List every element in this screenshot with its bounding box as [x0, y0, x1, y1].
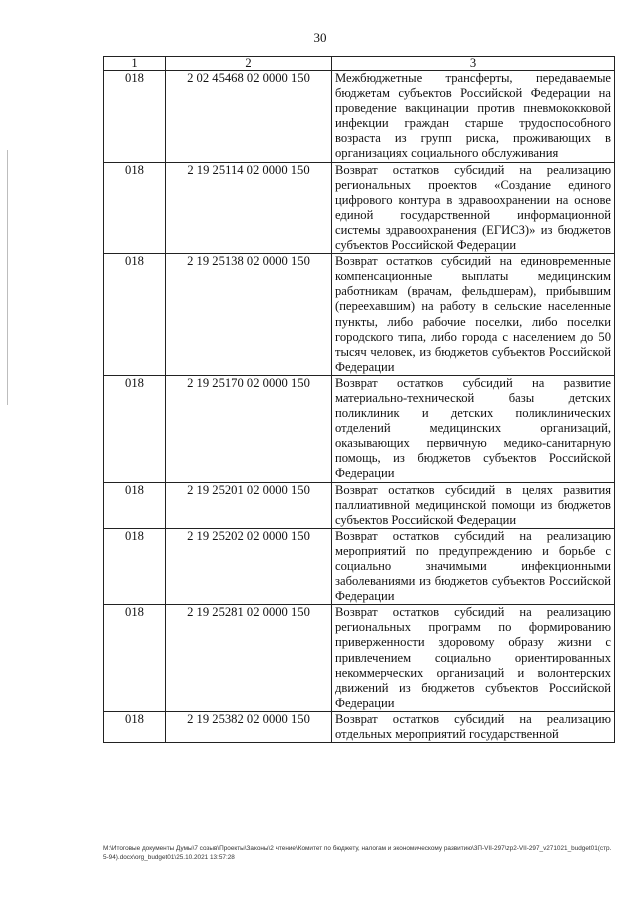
page-number: 30 — [313, 30, 327, 45]
table-row — [104, 528, 615, 604]
header-row — [104, 57, 615, 71]
file-path-footer: M:\Итоговые документы Думы\7 созыв\Проекты\Законы\2 чтение\Комитет по бюджету, налогам и экономическому развитию\3П-VII-297\zp2-VII-297_v271021_budget01(стр. 5-94).docx\org_budget01\25.10.2021 13:57:28 — [103, 845, 612, 861]
admin-code-cell: 018 — [104, 711, 166, 742]
table-row — [104, 605, 615, 712]
budget-code-cell: 2 19 25202 02 0000 150 — [166, 528, 332, 604]
description-cell: Возврат остатков субсидий на реализацию региональных программ по формированию приверженности здоровому образу жизни с привлечением социально ориентированных некоммерческих организаций и волонтерских движений из бюджетов субъектов Российской Федерации — [332, 605, 615, 712]
description-cell: Возврат остатков субсидий на единовременные компенсационные выплаты медицинским работникам (врачам, фельдшерам), прибывшим (переехавшим) на работу в сельские населенные пункты, либо рабочие поселки, либо поселки городского типа, либо города с населением до 50 тысяч человек, из бюджетов субъектов Российской Федерации — [332, 254, 615, 376]
admin-code-cell: 018 — [104, 528, 166, 604]
description-cell: Возврат остатков субсидий на реализацию региональных проектов «Создание единого цифрового контура в здравоохранении на основе единой государственной информационной системы здравоохранения (ЕГИСЗ)» из бюджетов субъектов Российской Федерации — [332, 162, 615, 254]
column-header: 2 — [166, 57, 332, 71]
budget-code-cell: 2 02 45468 02 0000 150 — [166, 71, 332, 163]
description-cell: Межбюджетные трансферты, передаваемые бюджетам субъектов Российской Федерации на проведение вакцинации против пневмококковой инфекции граждан старше трудоспособного возраста из групп риска, проживающих в организациях социального обслуживания — [332, 71, 615, 163]
admin-code-cell: 018 — [104, 254, 166, 376]
admin-code-cell: 018 — [104, 605, 166, 712]
column-header: 1 — [104, 57, 166, 71]
admin-code-cell: 018 — [104, 162, 166, 254]
description-cell: Возврат остатков субсидий на реализацию мероприятий по предупреждению и борьбе с социально значимыми инфекционными заболеваниями из бюджетов субъектов Российской Федерации — [332, 528, 615, 604]
budget-code-cell: 2 19 25281 02 0000 150 — [166, 605, 332, 712]
budget-code-cell: 2 19 25114 02 0000 150 — [166, 162, 332, 254]
column-header: 3 — [332, 57, 615, 71]
description-cell: Возврат остатков субсидий в целях развития паллиативной медицинской помощи из бюджетов субъектов Российской Федерации — [332, 482, 615, 528]
revenue-codes-table — [103, 56, 615, 743]
budget-code-cell: 2 19 25138 02 0000 150 — [166, 254, 332, 376]
admin-code-cell: 018 — [104, 375, 166, 482]
table-row — [104, 482, 615, 528]
admin-code-cell: 018 — [104, 482, 166, 528]
table-row — [104, 254, 615, 376]
table-row — [104, 375, 615, 482]
description-cell: Возврат остатков субсидий на развитие материально-технической базы детских поликлиник и детских поликлинических отделений медицинских организаций, оказывающих первичную медико-санитарную помощь, из бюджетов субъектов Российской Федерации — [332, 375, 615, 482]
budget-code-cell: 2 19 25170 02 0000 150 — [166, 375, 332, 482]
admin-code-cell: 018 — [104, 71, 166, 163]
budget-code-cell: 2 19 25382 02 0000 150 — [166, 711, 332, 742]
scan-margin-line — [7, 150, 8, 405]
description-cell: Возврат остатков субсидий на реализацию отдельных мероприятий государственной — [332, 711, 615, 742]
table-row — [104, 711, 615, 742]
table-row — [104, 162, 615, 254]
budget-code-cell: 2 19 25201 02 0000 150 — [166, 482, 332, 528]
table-row — [104, 71, 615, 163]
